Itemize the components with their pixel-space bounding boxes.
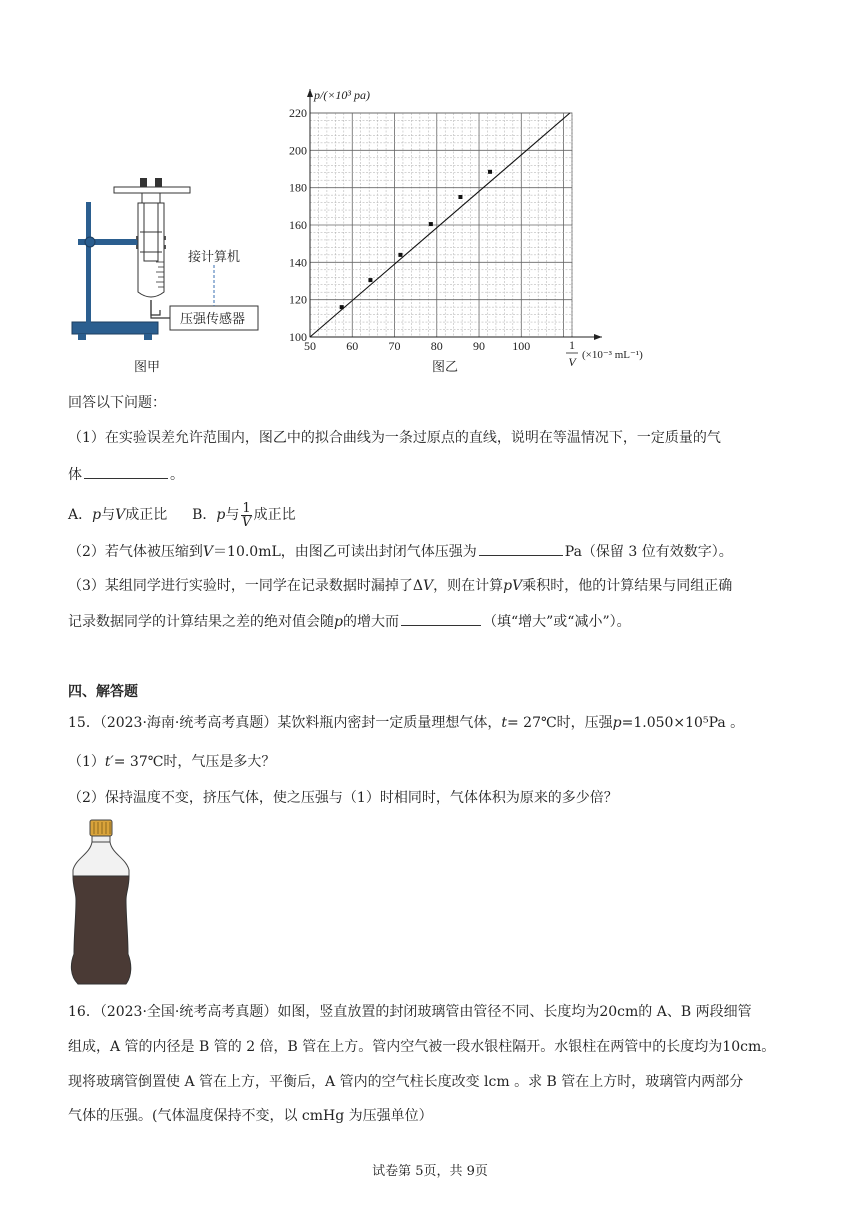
x-tick-label: 90 (473, 339, 486, 353)
option-a-v: V (115, 507, 126, 523)
page-footer: 试卷第 5页，共 9页 (372, 1164, 488, 1179)
sensor-label: 压强传感器 (180, 312, 246, 327)
q14-part3-v: V (423, 578, 434, 594)
q14-part3-text-f: （填“增大”或“减小”）。 (482, 614, 631, 630)
q16-line4: 气体的压强。(气体温度保持不变，以 cmHg 为压强单位） (68, 1108, 433, 1124)
q14-part1-end: 。 (170, 467, 184, 483)
q14-part2-v: V (202, 544, 214, 560)
q15-part1-t: t′ (104, 754, 114, 770)
x-tick-label: 80 (430, 339, 443, 353)
q14-part1-line1: （1）在实验误差允许范围内，图乙中的拟合曲线为一条过原点的直线，说明在等温情况下，一定质量的气 (68, 430, 721, 446)
q14-part3-line2 (68, 611, 631, 632)
q14-part3-p: p (334, 614, 343, 630)
data-point (398, 253, 402, 257)
y-tick-label: 120 (289, 292, 307, 307)
q14-part3-text-d: 记录数据同学的计算结果之差的绝对值会随 (68, 614, 334, 630)
x-tick-label: 50 (304, 339, 316, 353)
q16-line1: 16．（2023·全国·统考高考真题）如图，竖直放置的封闭玻璃管由管径不同、长度均为20cm的 A、B 两段细管 (68, 1004, 752, 1020)
q14-part3-text-e: 的增大而 (342, 614, 399, 630)
q14-part1-answer-blank[interactable] (84, 464, 168, 479)
q16-line3: 现将玻璃管倒置使 A 管在上方，平衡后，A 管内的空气柱长度改变 lcm 。求 B 管在上方时，玻璃管内两部分 (68, 1074, 744, 1090)
q14-part3-text-a: （3）某组同学进行实验时，一同学在记录数据时漏掉了Δ (68, 578, 424, 594)
data-point (368, 278, 372, 282)
option-a-end: 成正比 (125, 507, 168, 523)
q14-part3-line1 (68, 576, 732, 596)
section-title: 四、解答题 (68, 684, 138, 700)
q15-stem-a: 15．（2023·海南·统考高考真题）某饮料瓶内密封一定质量理想气体， (68, 715, 502, 731)
q14-part2 (68, 541, 733, 562)
syringe-top-plate (114, 187, 190, 193)
y-tick-label: 220 (289, 106, 307, 120)
q14-part3-pv: pV (503, 578, 523, 594)
q14-part1-line2 (68, 464, 184, 485)
option-b-label: B． (192, 507, 217, 523)
x-axis-label-denominator: V (568, 355, 576, 369)
q15-stem (68, 713, 744, 733)
bottle-cap (90, 820, 112, 836)
connecting-tube (151, 300, 160, 315)
y-tick-label: 140 (289, 255, 307, 270)
y-tick-label: 200 (289, 143, 307, 158)
option-b-fraction: $\frac{1}{V}$ (241, 500, 252, 530)
apparatus-figure (60, 170, 270, 370)
x-tick-label: 100 (512, 339, 531, 353)
data-point (458, 195, 462, 199)
y-axis-label: p/(×10³ pa) (314, 88, 371, 102)
x-tick-label: 70 (388, 339, 401, 353)
bottle-body (71, 876, 130, 984)
q14-part2-answer-blank[interactable] (479, 541, 563, 556)
bottle-shoulder (73, 842, 129, 876)
figure-left-caption: 图甲 (134, 360, 161, 375)
option-a-p: p (92, 507, 102, 523)
q15-part1-a: （1） (68, 754, 105, 770)
q14-part3-text-b: ，则在计算 (433, 578, 504, 594)
data-point (340, 305, 344, 309)
y-tick-label: 180 (289, 180, 307, 195)
q14-part3-answer-blank[interactable] (401, 611, 481, 626)
q15-part2: （2）保持温度不变，挤压气体，使之压强与（1）时相同时，气体体积为原来的多少倍？ (68, 790, 618, 806)
option-a-label: A． (68, 507, 93, 523)
y-tick-label: 100 (289, 330, 307, 344)
option-a-mid: 与 (101, 507, 116, 523)
data-point (429, 222, 433, 226)
x-axis-label-numerator: 1 (569, 338, 575, 352)
option-a[interactable] (68, 507, 172, 523)
q14-part1-text: 体 (68, 467, 82, 483)
option-b[interactable] (192, 500, 296, 530)
x-tick-label: 60 (346, 339, 359, 353)
option-b-p: p (216, 507, 226, 523)
q15-part1 (68, 752, 275, 772)
pv-chart (280, 85, 660, 375)
option-b-end: 成正比 (253, 507, 296, 523)
q14-part2-text-b: ＝10.0mL，由图乙可读出封闭气体压强为 (213, 544, 477, 560)
q15-stem-b: = 27℃时，压强 (506, 715, 613, 731)
option-b-mid: 与 (225, 507, 240, 523)
data-point (488, 170, 492, 174)
y-tick-label: 160 (289, 218, 307, 232)
stand-base (72, 322, 158, 334)
stand-rod (86, 202, 91, 324)
q14-part2-text-a: （2）若气体被压缩到 (68, 544, 203, 560)
q15-part1-b: = 37℃时，气压是多大？ (113, 754, 276, 770)
y-axis-arrow (307, 89, 313, 97)
q14-options (68, 500, 296, 530)
q16-line2: 组成，A 管的内径是 B 管的 2 倍，B 管在上方。管内空气被一段水银柱隔开。水银柱在两管中的长度均为10cm。 (68, 1039, 776, 1055)
bottle-illustration (66, 818, 138, 990)
computer-label: 接计算机 (188, 250, 241, 265)
q15-stem-t: t (501, 715, 507, 731)
x-axis-arrow (594, 334, 602, 340)
q15-stem-c: =1.050×10⁵Pa 。 (621, 715, 745, 731)
x-axis-label-unit: (×10⁻³ mL⁻¹) (582, 349, 643, 361)
figure-right-caption: 图乙 (432, 360, 459, 375)
q14-intro: 回答以下问题： (68, 395, 166, 411)
q15-stem-p: p (612, 715, 622, 731)
q14-part2-text-c: Pa（保留 3 位有效数字）。 (564, 544, 733, 560)
q14-part3-text-c: 乘积时，他的计算结果与同组正确 (522, 578, 733, 594)
